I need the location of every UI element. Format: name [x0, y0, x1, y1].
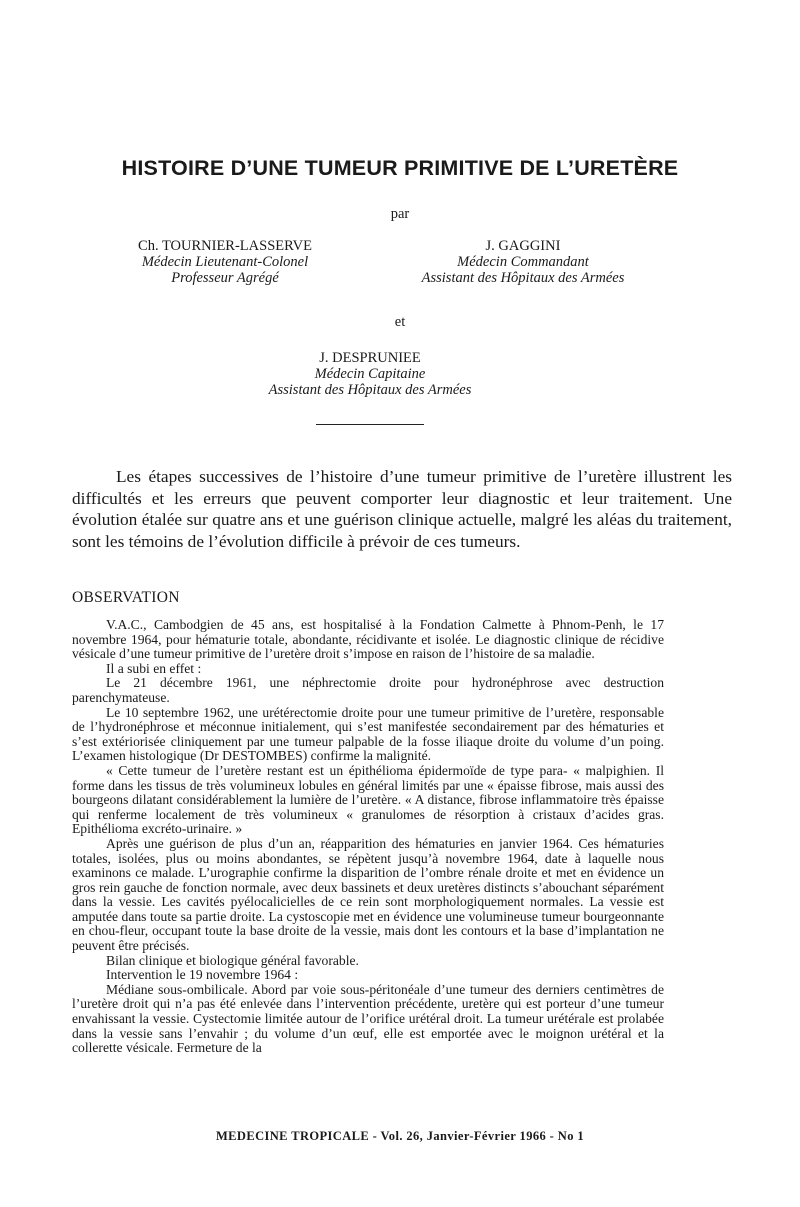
author-name: J. DESPRUNIEE	[319, 350, 421, 366]
author-role: Médecin Lieutenant-Colonel	[141, 254, 309, 270]
author-2	[392, 238, 654, 286]
paragraph: Il a subi en effet :	[106, 660, 202, 676]
author-role: Professeur Agrégé	[171, 270, 279, 286]
paragraph: Le 21 décembre 1961, une néphrectomie droite pour hydronéphrose avec destruction parenchymateuse.	[72, 675, 664, 705]
author-role: Médecin Commandant	[457, 254, 589, 270]
quote-paragraph: « Cette tumeur de l’uretère restant est un épithélioma épidermoïde de type para- « malpighien. Il forme dans les tissus de très volumineux lobules en général limités par une « épaisse fibrose, mais aussi des bourgeons dilatant considérablement la lumière de l’uretère. « A distance, fibrose inflammatoire très épaisse qui renferme localement de très volumineux « granulomes de résorption à cristaux d’acides gras. Epithélioma excréto-urinaire. »	[72, 762, 664, 837]
abstract	[72, 466, 732, 552]
author-role: Assistant des Hôpitaux des Armées	[421, 270, 625, 286]
by-label: par	[390, 206, 410, 222]
author-role: Assistant des Hôpitaux des Armées	[268, 382, 472, 398]
author-name: J. GAGGINI	[485, 238, 561, 254]
paragraph: Intervention le 19 novembre 1964 :	[106, 967, 299, 983]
paper-title: HISTOIRE D’UNE TUMEUR PRIMITIVE DE L’URETÈRE	[121, 156, 679, 180]
paragraph: Le 10 septembre 1962, une urétérectomie droite pour une tumeur primitive de l’uretère, responsable de l’hydronéphrose et méconnue initialement, qui s’est manifestée secondairement par des hématuries et s’est extériorisée cliniquement par une tumeur palpable de la fosse iliaque droite du volume d’un poing. L’examen histologique (Dr DESTOMBES) confirme la malignité.	[72, 704, 664, 764]
author-3	[200, 350, 540, 398]
paragraph: V.A.C., Cambodgien de 45 ans, est hospitalisé à la Fondation Calmette à Phnom-Penh, le 17 novembre 1964, pour hématurie totale, abondante, récidivante et isolée. Le diagnostic clinique de récidive vésicale d’une tumeur primitive de l’uretère droit s’impose en raison de l’histoire de sa maladie.	[72, 617, 664, 662]
author-role: Médecin Capitaine	[314, 366, 426, 382]
author-1	[110, 238, 340, 286]
body-text	[72, 618, 664, 1056]
and-label: et	[394, 314, 406, 330]
abstract-text: Les étapes successives de l’histoire d’une tumeur primitive de l’uretère illustrent les difficultés et les erreurs que peuvent comporter leur diagnostic et leur traitement. Une évolution étalée sur quatre ans et une guérison clinique actuelle, malgré les aléas du traitement, sont les témoins de l’évolution difficile à prévoir de ces tumeurs.	[72, 467, 732, 551]
paragraph: Médiane sous-ombilicale. Abord par voie sous-péritonéale d’une tumeur des derniers centimètres de l’uretère droit qui n’a pas été enlevée dans l’intervention précédente, uretère qui est porteur d’une tumeur envahissant la vessie. Cystectomie limitée autour de l’orifice urétéral droit. La tumeur urétérale est prolabée dans la vessie sans l’envahir ; du volume d’un œuf, elle est emportée avec le moignon urétéral et la collerette vésicale. Fermeture de la	[72, 981, 664, 1056]
section-heading: OBSERVATION	[72, 589, 180, 606]
paragraph: Après une guérison de plus d’un an, réapparition des hématuries en janvier 1964. Ces hématuries totales, isolées, plus ou moins abondantes, se répètent jusqu’à novembre 1964, date à laquelle nous examinons ce malade. L’urographie confirme la disparition de l’ombre rénale droite et met en évidence un gros rein gauche de fonction normale, avec deux bassinets et deux uretères distincts s’abouchant séparément dans la vessie. Les cavités pyélocalicielles de ce rein sont morphologiquement normales. La vessie est amputée dans toute sa partie droite. La cystoscopie met en évidence une volumineuse tumeur bourgeonnante en chou-fleur, occupant toute la base droite de la vessie, mais dont les contours et la base d’implantation ne peuvent être précisés.	[72, 835, 664, 954]
author-name: Ch. TOURNIER-LASSERVE	[138, 238, 312, 254]
journal-footer: MEDECINE TROPICALE - Vol. 26, Janvier-Février 1966 - No 1	[215, 1129, 585, 1143]
separator-rule	[316, 424, 424, 425]
paragraph: Bilan clinique et biologique général favorable.	[106, 952, 359, 968]
